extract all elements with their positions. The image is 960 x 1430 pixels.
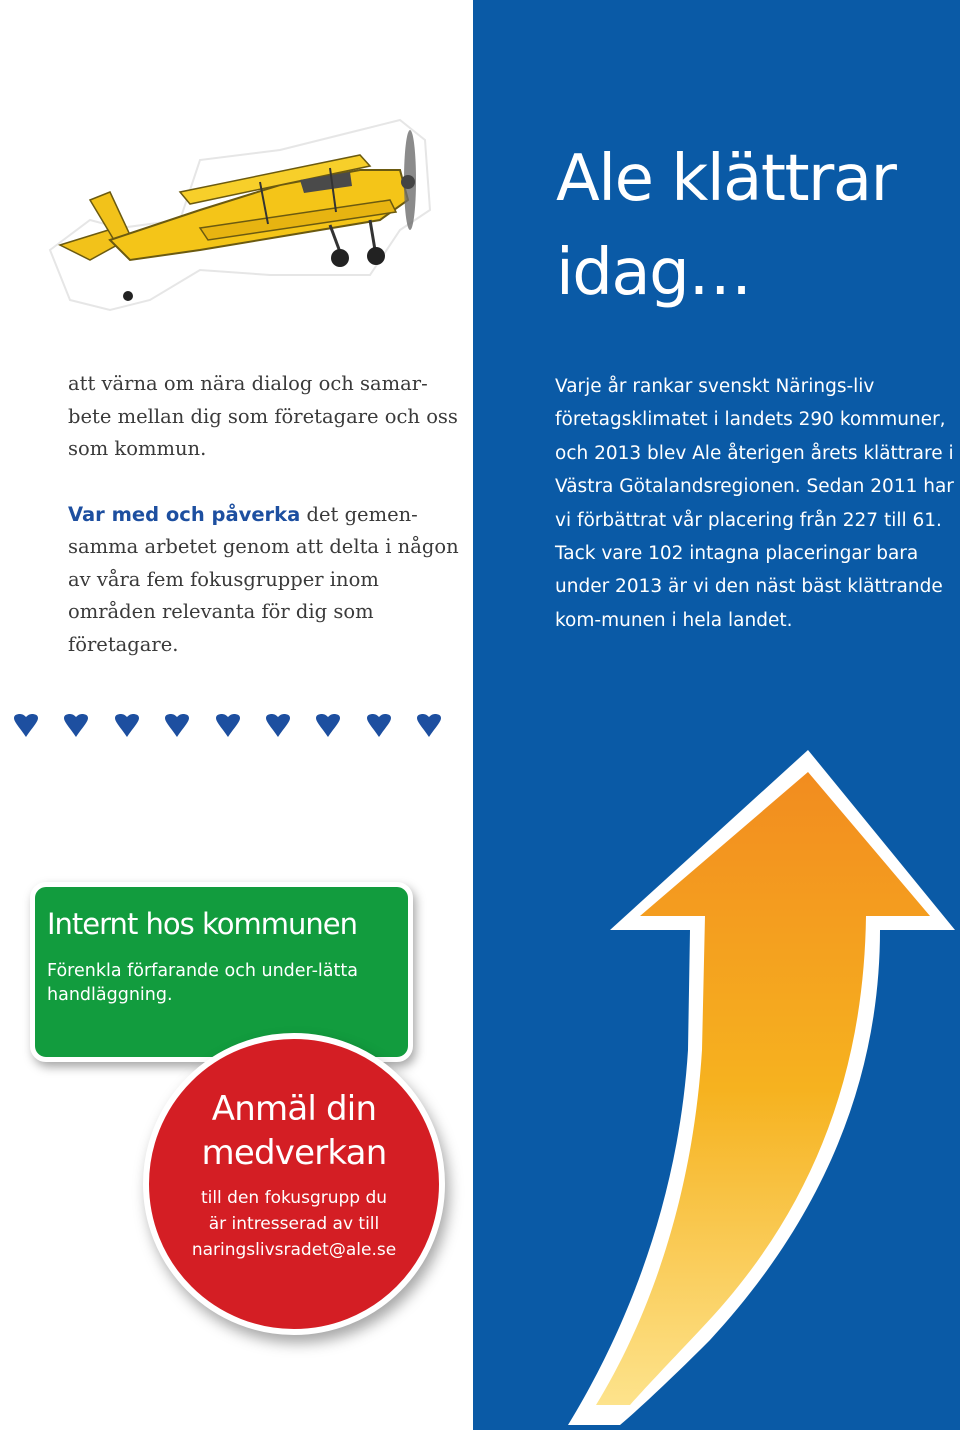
biplane-illustration xyxy=(30,100,450,330)
heart-icon xyxy=(12,714,40,738)
signup-text-line-1: till den fokusgrupp du xyxy=(200,1188,388,1208)
signup-title xyxy=(149,1087,439,1175)
heart-row xyxy=(12,714,442,740)
focus-group-box xyxy=(30,882,413,1062)
heart-icon xyxy=(113,714,141,738)
headline xyxy=(556,132,956,320)
intro-paragraph-1: att värna om nära dialog och samar-bete mellan dig som företagare och oss som kommun. xyxy=(68,372,458,460)
focus-group-title: Internt hos kommunen xyxy=(47,907,357,941)
signup-title-line-1: Anmäl din xyxy=(211,1089,377,1129)
plane-tail-wheel xyxy=(123,291,133,301)
heart-icon xyxy=(314,714,342,738)
plane-wheel xyxy=(331,249,349,267)
heart-icon xyxy=(264,714,292,738)
heart-icon xyxy=(214,714,242,738)
up-arrow-icon xyxy=(560,740,960,1430)
signup-email-link[interactable]: naringslivsradet@ale.se xyxy=(191,1240,397,1260)
intro-lead-bold: Var med och påverka xyxy=(68,502,301,526)
signup-text xyxy=(149,1185,439,1263)
signup-badge xyxy=(143,1033,445,1335)
arrow-fill xyxy=(596,772,930,1405)
intro-paragraph-2 xyxy=(68,499,468,662)
ranking-text: Varje år rankar svenskt Närings-liv företagsklimatet i landets 290 kommuner, och 2013 blev Ale återigen årets klättrare i Västra Götalandsregionen. Sedan 2011 har vi förbättrat vår placering från 227 till 61. Tack vare 102 intagna placeringar bara under 2013 är vi den näst bäst klättrande kom-munen i hela landet. xyxy=(555,376,954,631)
focus-group-text: Förenkla förfarande och under-lätta handläggning. xyxy=(47,961,358,1005)
heart-icon xyxy=(62,714,90,738)
signup-title-line-2: medverkan xyxy=(201,1133,387,1173)
signup-text-line-2: är intresserad av till xyxy=(208,1214,380,1234)
heart-icon xyxy=(415,714,443,738)
heart-icon xyxy=(365,714,393,738)
headline-line-2: idag… xyxy=(556,236,751,310)
plane-spinner xyxy=(401,175,415,189)
intro-paragraph-2-rest: det gemen-samma arbetet genom att delta i någon av våra fem fokusgrupper inom områden relevanta för dig som företagare. xyxy=(68,502,459,656)
headline-line-1: Ale klättrar xyxy=(556,142,896,216)
plane-wheel xyxy=(367,247,385,265)
intro-text xyxy=(68,368,468,661)
heart-icon xyxy=(163,714,191,738)
